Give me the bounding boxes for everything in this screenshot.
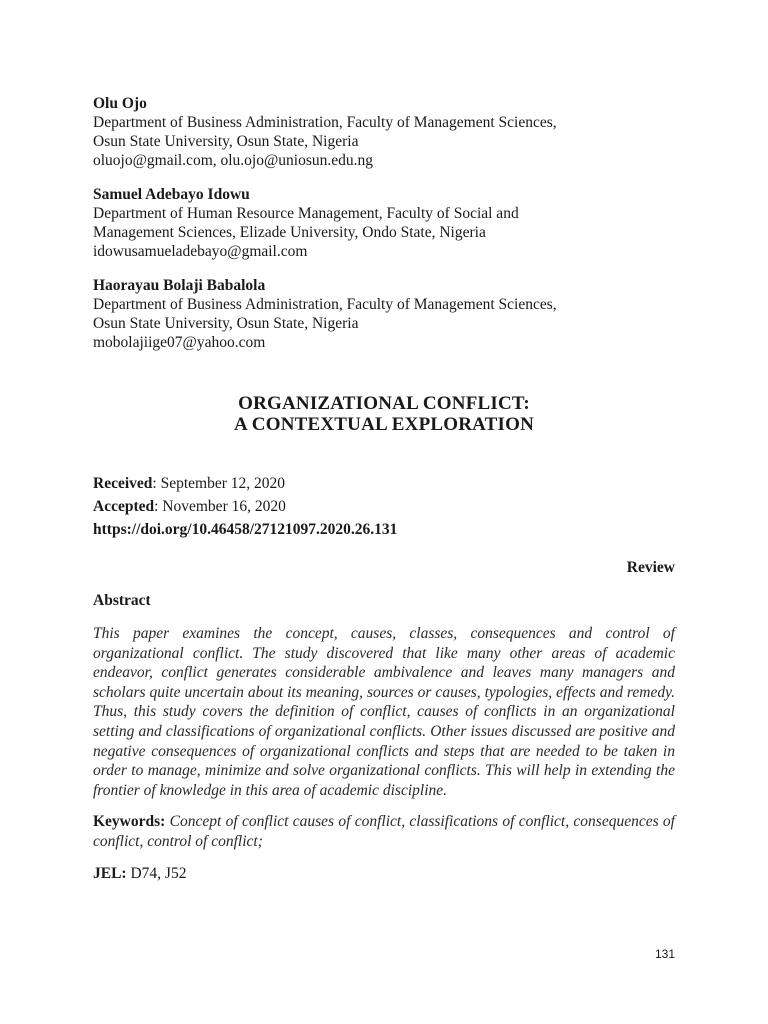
author-affiliation: Osun State University, Osun State, Nigeria xyxy=(93,315,359,332)
keywords-text: Concept of conflict causes of conflict, classifications of conflict, consequences of conflict, control of conflict; xyxy=(93,813,675,850)
author-affiliation: Department of Business Administration, Faculty of Management Sciences, xyxy=(93,114,557,131)
author-name: Samuel Adebayo Idowu xyxy=(93,186,250,203)
accepted-value: : November 16, 2020 xyxy=(154,498,286,515)
doi-link[interactable]: https://doi.org/10.46458/27121097.2020.26.131 xyxy=(93,521,398,538)
author-affiliation: Department of Business Administration, Faculty of Management Sciences, xyxy=(93,296,557,313)
author-email: mobolajiige07@yahoo.com xyxy=(93,334,266,351)
author-name: Olu Ojo xyxy=(93,95,147,112)
jel-label: JEL: xyxy=(93,864,127,882)
page-number: 131 xyxy=(654,947,675,961)
author-affiliation: Management Sciences, Elizade University, Ondo State, Nigeria xyxy=(93,224,486,241)
received-date xyxy=(93,472,675,495)
author-block-1 xyxy=(93,94,675,170)
received-label: Received xyxy=(93,475,153,492)
article-meta xyxy=(93,472,675,541)
author-email: oluojo@gmail.com, olu.ojo@uniosun.edu.ng xyxy=(93,152,373,169)
author-email: idowusamueladebayo@gmail.com xyxy=(93,243,308,260)
paper-title xyxy=(93,393,675,435)
abstract-heading: Abstract xyxy=(93,592,151,609)
article-type: Review xyxy=(626,559,675,576)
received-value: : September 12, 2020 xyxy=(152,475,285,492)
keywords-label: Keywords: xyxy=(93,813,166,831)
author-block-3 xyxy=(93,276,675,352)
keywords xyxy=(93,812,675,851)
jel-codes xyxy=(93,865,675,883)
title-line-1: ORGANIZATIONAL CONFLICT: xyxy=(238,393,530,414)
abstract-text: This paper examines the concept, causes, classes, consequences and control of organizational conflict. The study discovered that like many other areas of academic endeavor, conflict generates considerable ambivalence and leaves many managers and scholars quite uncertain about its meaning, sources or causes, typologies, effects and remedy. Thus, this study covers the definition of conflict, causes of conflicts in an organizational setting and classifications of organizational conflicts. Other issues discussed are positive and negative consequences of organizational conflicts and steps that are needed to be taken in order to manage, minimize and solve organizational conflicts. This will help in extending the frontier of knowledge in this area of academic discipline. xyxy=(93,625,675,799)
accepted-label: Accepted xyxy=(93,498,155,515)
accepted-date xyxy=(93,495,675,518)
author-name: Haorayau Bolaji Babalola xyxy=(93,277,266,294)
author-affiliation: Department of Human Resource Management, Faculty of Social and xyxy=(93,205,519,222)
page-content xyxy=(93,94,675,883)
author-block-2 xyxy=(93,185,675,261)
author-affiliation: Osun State University, Osun State, Nigeria xyxy=(93,133,359,150)
jel-text: D74, J52 xyxy=(130,864,187,882)
title-line-2: A CONTEXTUAL EXPLORATION xyxy=(233,414,535,435)
